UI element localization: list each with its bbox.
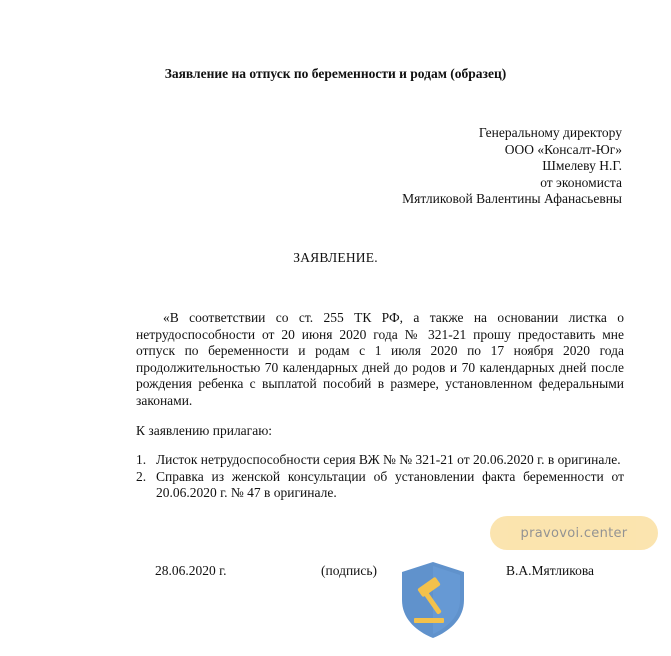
signature-placeholder: (подпись) xyxy=(321,563,378,578)
document-heading: ЗАЯВЛЕНИЕ. xyxy=(293,250,378,265)
sender-name: Мятликовой Валентины Афанасьевны xyxy=(402,191,622,206)
watermark-text: pravovoi.center xyxy=(520,525,628,541)
attachments-intro: К заявлению прилагаю: xyxy=(136,423,273,438)
attachments-list xyxy=(136,452,624,502)
document-title: Заявление на отпуск по беременности и родам (образец) xyxy=(164,66,507,81)
addressee-position: Генеральному директору xyxy=(478,125,622,140)
list-item-number: 2. xyxy=(136,468,147,484)
list-item-text: Листок нетрудоспособности серия ВЖ № № 321-21 от 20.06.2020 г. в оригинале. xyxy=(156,452,621,467)
list-item xyxy=(136,452,624,469)
list-item xyxy=(136,469,624,502)
list-item-text: Справка из женской консультации об установлении факта беременности от 20.06.2020 г. № 47 в оригинале. xyxy=(156,468,624,500)
addressee-block xyxy=(402,125,622,208)
gavel-shield-icon xyxy=(398,560,468,640)
addressee-company: ООО «Консалт-Юг» xyxy=(504,141,622,157)
addressee-name: Шмелеву Н.Г. xyxy=(542,158,622,173)
sender-position: от экономиста xyxy=(540,174,622,190)
watermark-badge xyxy=(490,516,658,550)
list-item-number: 1. xyxy=(136,452,147,467)
signature-date: 28.06.2020 г. xyxy=(155,563,227,578)
signature-name: В.А.Мятликова xyxy=(506,563,595,578)
body-paragraph: «В соответствии со ст. 255 ТК РФ, а также на основании листка о нетрудоспособности от 20 июня 2020 года № 321-21 прошу предоставить мне отпуск по беременности и родам с 1 июля 2020 по 17 ноября 2020 года продолжительностью 70 календарных дней до родов и 70 календарных дней после рождения ребенка с выплатой пособий в размере, установленном федеральными законами. xyxy=(136,310,624,408)
